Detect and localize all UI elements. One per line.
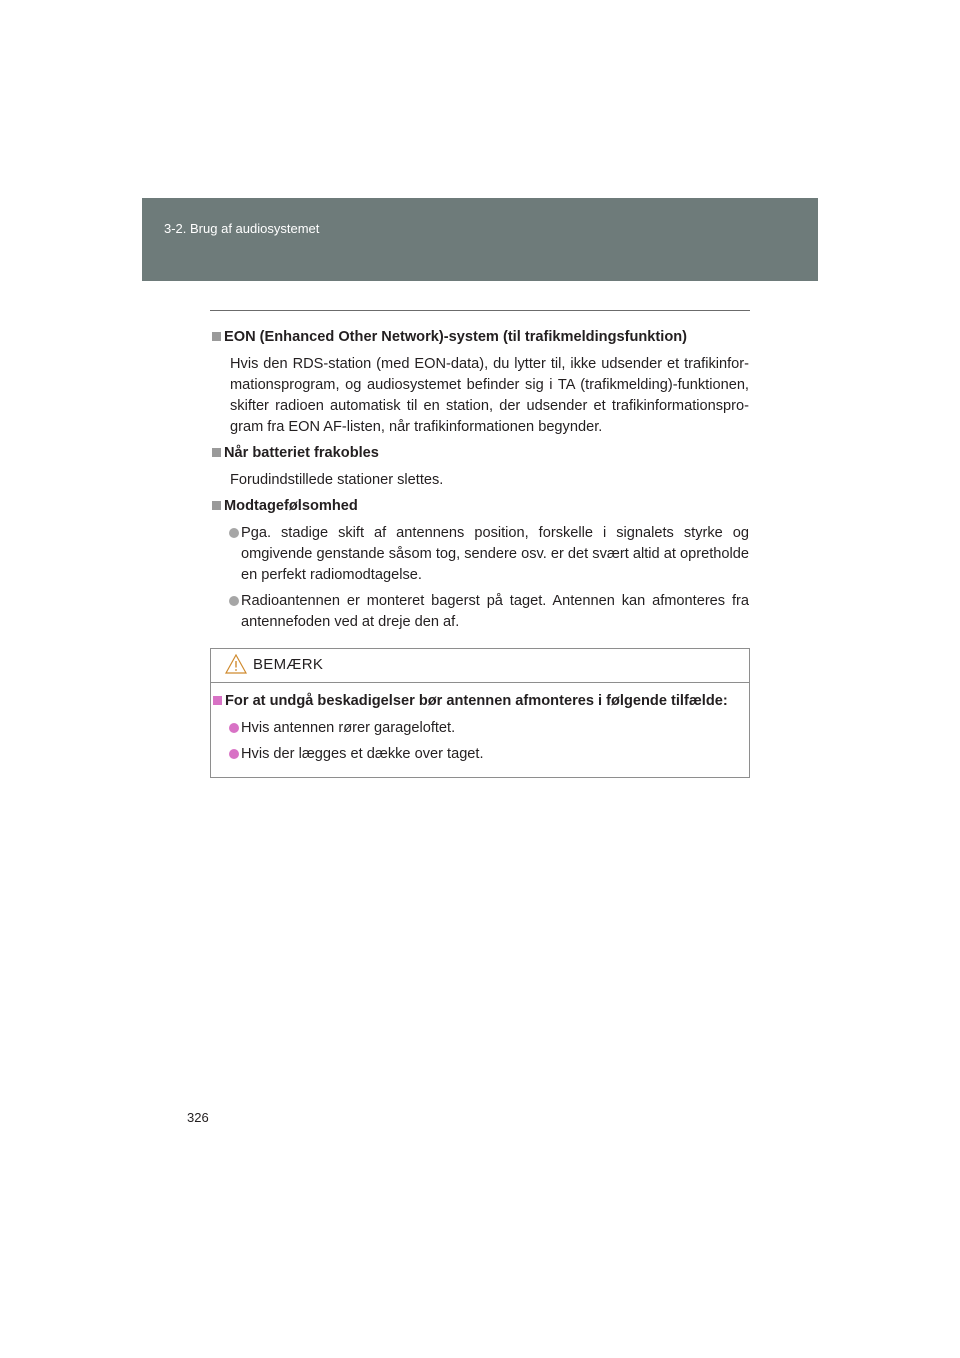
square-bullet-icon	[212, 332, 221, 341]
square-bullet-icon	[212, 448, 221, 457]
paragraph: Forudindstillede stationer slettes.	[230, 472, 444, 488]
warning-triangle-icon	[225, 654, 247, 674]
notice-box	[210, 648, 750, 778]
list-item	[212, 718, 749, 739]
heading-text: EON (Enhanced Other Network)-system (til trafikmeldingsfunktion)	[224, 329, 688, 345]
notice-header	[225, 653, 323, 675]
section-header-bar	[142, 198, 818, 281]
circle-bullet-icon	[229, 723, 239, 733]
list-item	[212, 523, 749, 586]
section-heading	[212, 496, 749, 517]
circle-bullet-icon	[229, 528, 239, 538]
heading-text: Når batteriet frakobles	[224, 445, 379, 461]
circle-bullet-icon	[229, 749, 239, 759]
square-bullet-icon	[213, 696, 222, 705]
section-heading	[212, 443, 749, 464]
list-item	[212, 591, 749, 633]
main-content	[212, 327, 749, 638]
heading-text: For at undgå beskadigelser bør antennen afmonteres i følgende tilfælde:	[225, 693, 728, 709]
square-bullet-icon	[212, 501, 221, 510]
notice-heading	[212, 691, 749, 712]
list-item	[212, 744, 749, 765]
section-heading	[212, 327, 749, 348]
list-item-text: Hvis antennen rører garageloftet.	[241, 720, 456, 736]
paragraph: Hvis den RDS-station (med EON-data), du lytter til, ikke udsender et trafikinfor-mationsprogram, og audiosystemet befinder sig i TA (trafikmelding)-funktionen, skifter radioen automatisk til en station, der udsender et trafikinformationspro-gram fra EON AF-listen, når trafikinformationen begynder.	[230, 356, 749, 435]
notice-body	[212, 691, 749, 770]
list-item-text: Pga. stadige skift af antennens position, forskelle i signalets styrke og omgivende genstande såsom tog, sendere osv. er det svært altid at opretholde en perfekt radiomodtagelse.	[241, 525, 749, 583]
notice-title: BEMÆRK	[253, 655, 324, 673]
list-item-text: Hvis der lægges et dække over taget.	[241, 746, 484, 762]
page-number: 326	[187, 1110, 209, 1125]
top-rule	[210, 310, 750, 311]
list-item-text: Radioantennen er monteret bagerst på taget. Antennen kan afmonteres fra antennefoden ved at dreje den af.	[241, 593, 749, 630]
section-title: 3-2. Brug af audiosystemet	[164, 221, 320, 236]
heading-text: Modtagefølsomhed	[224, 498, 358, 514]
circle-bullet-icon	[229, 596, 239, 606]
notice-divider	[211, 682, 749, 683]
